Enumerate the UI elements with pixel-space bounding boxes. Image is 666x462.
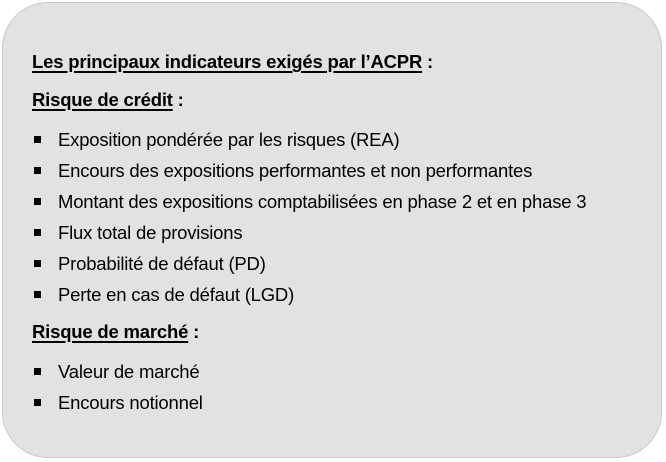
- list-item-text: Flux total de provisions: [58, 222, 243, 243]
- section-heading-suffix: :: [188, 321, 200, 342]
- list-item-text: Montant des expositions comptabilisées en phase 2 et en phase 3: [58, 191, 587, 212]
- square-bullet-icon: [34, 368, 41, 375]
- section-heading-market-risk: [32, 321, 199, 343]
- section-heading-suffix: :: [172, 89, 184, 110]
- list-item-text: Exposition pondérée par les risques (REA): [58, 129, 400, 150]
- section-heading-text: Risque de marché: [32, 321, 189, 342]
- list-item-text: Encours notionnel: [58, 392, 203, 413]
- indicators-card: [2, 2, 662, 458]
- square-bullet-icon: [34, 399, 41, 406]
- square-bullet-icon: [34, 291, 41, 298]
- square-bullet-icon: [34, 260, 41, 267]
- square-bullet-icon: [34, 198, 41, 205]
- card-title-suffix: :: [422, 51, 434, 72]
- card-title-text: Les principaux indicateurs exigés par l’ACPR: [32, 51, 423, 72]
- square-bullet-icon: [34, 167, 41, 174]
- list-item-text: Perte en cas de défaut (LGD): [58, 284, 295, 305]
- list-item-text: Valeur de marché: [58, 361, 200, 382]
- list-item-text: Probabilité de défaut (PD): [58, 253, 266, 274]
- section-heading-text: Risque de crédit: [32, 89, 173, 110]
- list-item-text: Encours des expositions performantes et non performantes: [58, 160, 533, 181]
- card-title: [32, 51, 433, 73]
- section-heading-credit-risk: [32, 89, 184, 111]
- square-bullet-icon: [34, 229, 41, 236]
- square-bullet-icon: [34, 136, 41, 143]
